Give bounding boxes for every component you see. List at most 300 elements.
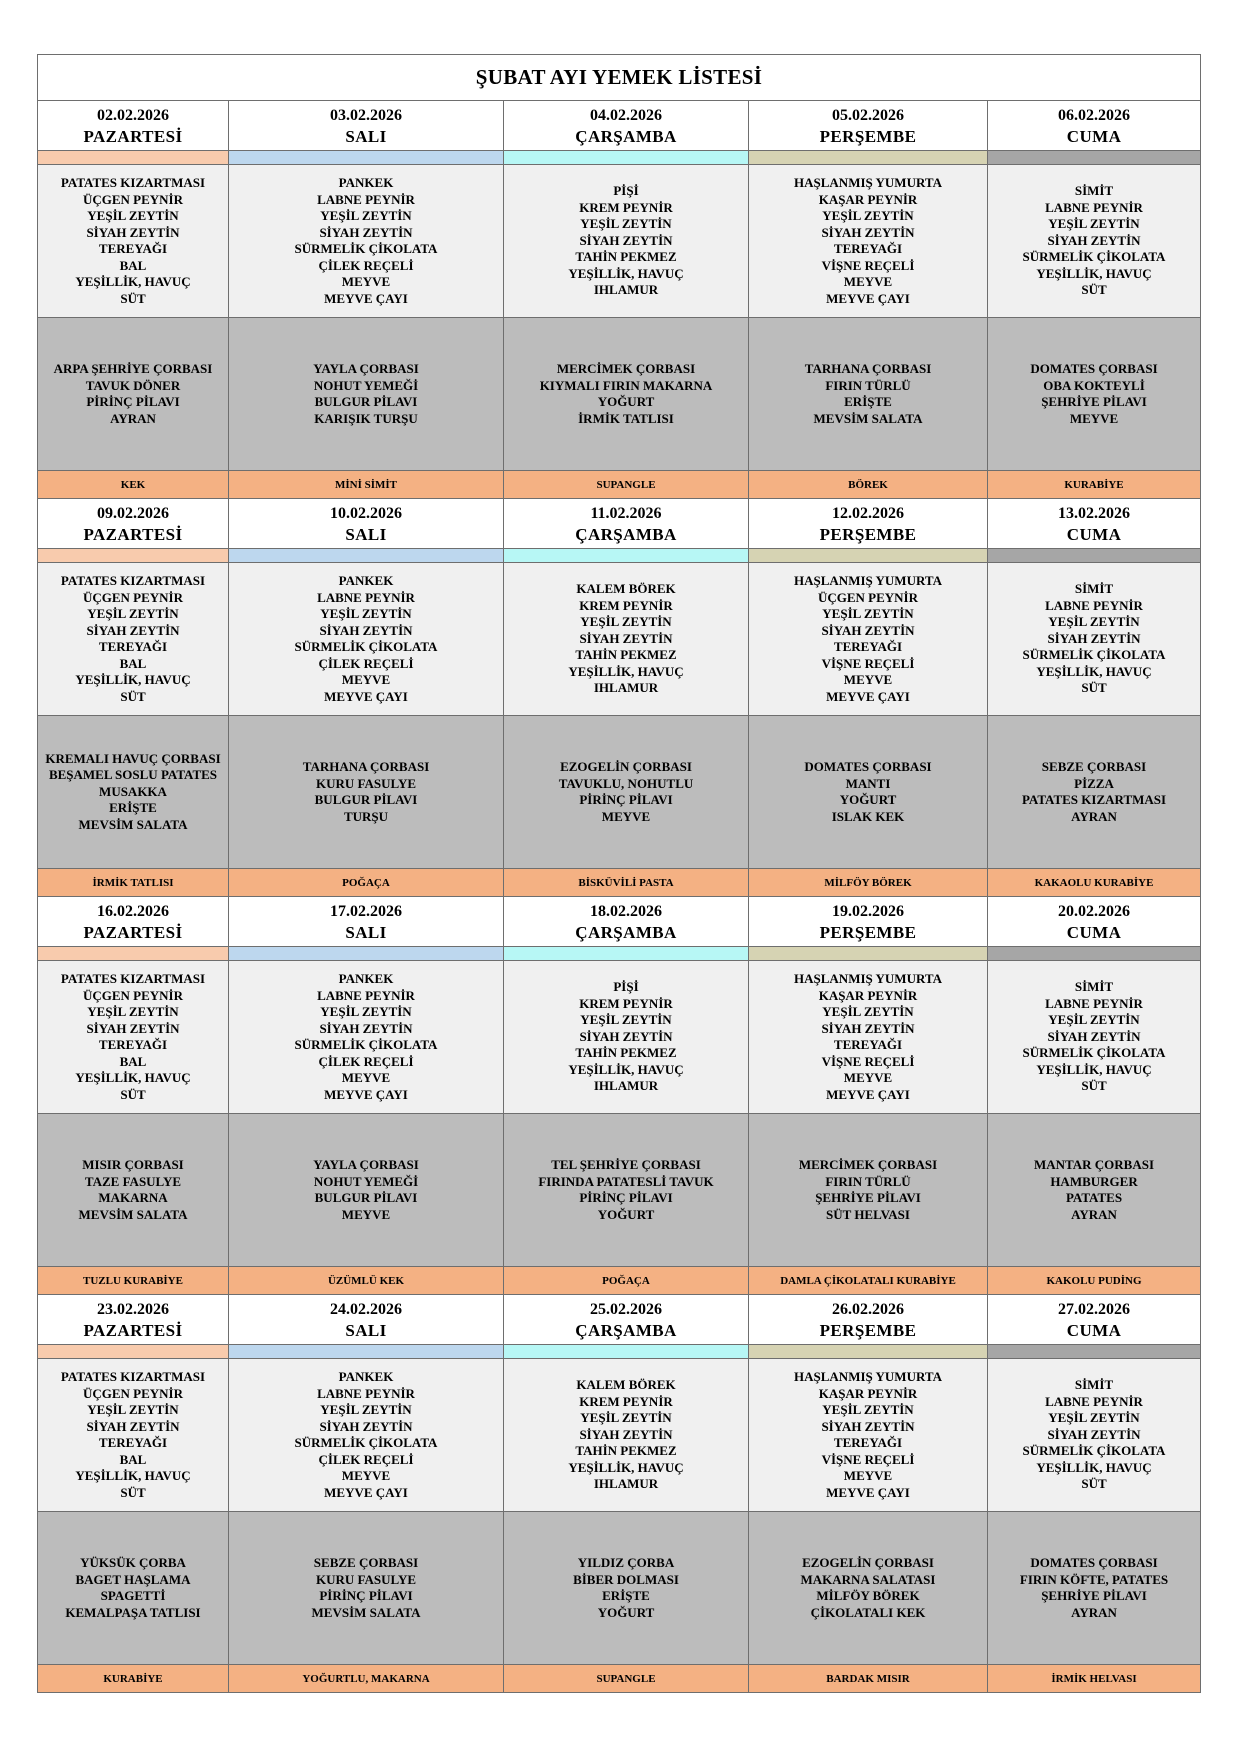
day-date: 11.02.2026	[590, 504, 662, 522]
day-date: 02.02.2026	[97, 106, 169, 124]
snack-cell: İRMİK HELVASI	[988, 1665, 1201, 1693]
lunch-item: KREMALI HAVUÇ ÇORBASI	[45, 750, 221, 766]
lunch-item: İRMİK TATLISI	[578, 410, 674, 426]
breakfast-item: PANKEK	[338, 573, 394, 588]
day-header	[38, 101, 229, 151]
breakfast-item: IHLAMUR	[593, 282, 659, 298]
breakfast-item: SİYAH ZEYTİN	[1047, 630, 1141, 646]
snack-cell: KURABİYE	[988, 471, 1201, 499]
breakfast-item: YEŞİL ZEYTİN	[822, 1402, 914, 1417]
day-name: CUMA	[1066, 1320, 1122, 1340]
breakfast-item: SİYAH ZEYTİN	[579, 630, 673, 646]
day-color-stripe	[504, 151, 749, 165]
breakfast-cell	[38, 563, 229, 716]
breakfast-item: YEŞİLLİK, HAVUÇ	[1036, 265, 1152, 281]
lunch-cell	[38, 716, 229, 869]
day-header	[229, 1295, 504, 1345]
breakfast-item: PATATES KIZARTMASI	[60, 573, 206, 588]
breakfast-item: HAŞLANMIŞ YUMURTA	[794, 971, 942, 986]
lunch-item: FIRIN TÜRLÜ	[825, 377, 911, 393]
breakfast-item: YEŞİL ZEYTİN	[580, 1410, 672, 1426]
lunch-item: TEL ŞEHRİYE ÇORBASI	[551, 1157, 701, 1172]
breakfast-item: SİMİT	[1074, 183, 1114, 199]
color-stripe-row	[38, 549, 1201, 563]
day-name: SALI	[345, 524, 387, 544]
day-color-stripe	[504, 1345, 749, 1359]
lunch-item: MEVSİM SALATA	[78, 1206, 188, 1222]
breakfast-item: VİŞNE REÇELİ	[821, 1053, 915, 1069]
lunch-item: TARHANA ÇORBASI	[302, 759, 430, 774]
breakfast-item: SÜT	[120, 688, 146, 704]
breakfast-item: MEYVE ÇAYI	[826, 688, 910, 704]
lunch-item: YÜKSÜK ÇORBA	[80, 1555, 186, 1570]
snack-cell: POĞAÇA	[229, 869, 504, 897]
breakfast-cell	[988, 165, 1201, 318]
breakfast-item: YEŞİL ZEYTİN	[580, 216, 672, 232]
breakfast-item: LABNE PEYNİR	[1045, 199, 1143, 215]
lunch-item: ÇİKOLATALI KEK	[810, 1604, 926, 1620]
lunch-cell	[38, 1512, 229, 1665]
day-name: ÇARŞAMBA	[575, 524, 677, 544]
breakfast-item: LABNE PEYNİR	[317, 987, 415, 1003]
breakfast-item: SİMİT	[1074, 979, 1114, 995]
day-name: ÇARŞAMBA	[575, 1320, 677, 1340]
breakfast-item: SİMİT	[1074, 581, 1114, 597]
snack-cell: TUZLU KURABİYE	[38, 1267, 229, 1295]
lunch-item: MEYVE	[1069, 410, 1119, 426]
breakfast-cell	[38, 1359, 229, 1512]
day-header	[229, 101, 504, 151]
breakfast-item: YEŞİLLİK, HAVUÇ	[75, 1468, 191, 1483]
breakfast-item: TEREYAĞI	[98, 241, 168, 256]
lunch-cell	[229, 318, 504, 471]
breakfast-item: PİŞİ	[613, 183, 639, 199]
breakfast-item: YEŞİLLİK, HAVUÇ	[568, 1061, 684, 1077]
breakfast-item: ÇİLEK REÇELİ	[318, 655, 414, 671]
day-color-stripe	[749, 151, 988, 165]
breakfast-item: YEŞİL ZEYTİN	[822, 208, 914, 223]
breakfast-item: SİYAH ZEYTİN	[319, 224, 413, 240]
day-color-stripe	[38, 549, 229, 563]
breakfast-item: SİYAH ZEYTİN	[86, 622, 180, 638]
day-color-stripe	[229, 151, 504, 165]
breakfast-item: SİYAH ZEYTİN	[319, 1418, 413, 1434]
snack-cell: SUPANGLE	[504, 471, 749, 499]
lunch-item: HAMBURGER	[1050, 1173, 1138, 1189]
breakfast-item: YEŞİL ZEYTİN	[87, 208, 179, 223]
breakfast-item: MEYVE	[341, 1070, 391, 1085]
lunch-cell	[988, 1512, 1201, 1665]
day-name: SALI	[345, 1320, 387, 1340]
lunch-item: DOMATES ÇORBASI	[804, 759, 932, 774]
day-date: 04.02.2026	[590, 106, 662, 124]
breakfast-item: MEYVE ÇAYI	[324, 1086, 408, 1102]
breakfast-item: SÜT	[1081, 282, 1107, 298]
breakfast-item: YEŞİL ZEYTİN	[320, 606, 412, 621]
day-color-stripe	[749, 549, 988, 563]
lunch-cell	[749, 318, 988, 471]
day-date: 06.02.2026	[1058, 106, 1130, 124]
day-date: 09.02.2026	[97, 504, 169, 522]
breakfast-cell	[229, 1359, 504, 1512]
day-color-stripe	[38, 1345, 229, 1359]
lunch-item: DOMATES ÇORBASI	[1030, 1555, 1158, 1570]
breakfast-item: YEŞİL ZEYTİN	[822, 1004, 914, 1019]
lunch-item: PATATES	[1065, 1190, 1123, 1205]
lunch-item: MEVSİM SALATA	[311, 1604, 421, 1620]
lunch-item: MİLFÖY BÖREK	[816, 1588, 920, 1603]
lunch-item: FIRIN KÖFTE, PATATES	[1019, 1571, 1169, 1587]
breakfast-item: ÜÇGEN PEYNİR	[817, 589, 919, 605]
lunch-row	[38, 318, 1201, 471]
lunch-item: PİRİNÇ PİLAVI	[86, 394, 180, 409]
breakfast-item: YEŞİLLİK, HAVUÇ	[1036, 1459, 1152, 1475]
breakfast-item: YEŞİL ZEYTİN	[87, 1402, 179, 1417]
breakfast-item: TAHİN PEKMEZ	[575, 1443, 677, 1459]
lunch-item: BEŞAMEL SOSLU PATATES	[48, 767, 218, 783]
lunch-item: PİRİNÇ PİLAVI	[579, 792, 673, 807]
breakfast-item: ÜÇGEN PEYNİR	[82, 987, 184, 1003]
breakfast-item: LABNE PEYNİR	[1045, 597, 1143, 613]
breakfast-item: YEŞİLLİK, HAVUÇ	[568, 663, 684, 679]
day-name: PAZARTESİ	[83, 922, 183, 942]
breakfast-item: MEYVE	[341, 672, 391, 687]
lunch-item: TAZE FASULYE	[84, 1173, 182, 1189]
lunch-item: NOHUT YEMEĞİ	[313, 377, 419, 393]
lunch-item: DOMATES ÇORBASI	[1030, 361, 1158, 376]
breakfast-item: VİŞNE REÇELİ	[821, 1451, 915, 1467]
breakfast-item: KALEM BÖREK	[576, 1377, 676, 1393]
day-color-stripe	[229, 549, 504, 563]
lunch-item: SEBZE ÇORBASI	[313, 1555, 419, 1570]
lunch-item: KURU FASULYE	[315, 1571, 417, 1587]
lunch-cell	[749, 1512, 988, 1665]
breakfast-item: SİYAH ZEYTİN	[821, 224, 915, 240]
snack-cell: DAMLA ÇİKOLATALI KURABİYE	[749, 1267, 988, 1295]
breakfast-item: KREM PEYNİR	[579, 995, 673, 1011]
breakfast-item: TAHİN PEKMEZ	[575, 249, 677, 265]
lunch-cell	[749, 1114, 988, 1267]
breakfast-item: ÜÇGEN PEYNİR	[82, 191, 184, 207]
lunch-item: TAVUKLU, NOHUTLU	[558, 775, 694, 791]
breakfast-item: SÜRMELİK ÇİKOLATA	[1022, 1443, 1166, 1459]
breakfast-item: TEREYAĞI	[833, 1435, 903, 1450]
snack-cell: KAKOLU PUDİNG	[988, 1267, 1201, 1295]
breakfast-item: SİYAH ZEYTİN	[86, 1020, 180, 1036]
breakfast-item: MEYVE ÇAYI	[826, 1484, 910, 1500]
breakfast-item: IHLAMUR	[593, 1078, 659, 1094]
breakfast-item: SÜRMELİK ÇİKOLATA	[294, 639, 438, 654]
lunch-item: ŞEHRİYE PİLAVI	[1041, 394, 1147, 409]
breakfast-cell	[504, 1359, 749, 1512]
breakfast-item: MEYVE	[843, 1468, 893, 1483]
snack-cell: KURABİYE	[38, 1665, 229, 1693]
lunch-item: PİRİNÇ PİLAVI	[319, 1588, 413, 1603]
breakfast-item: ÇİLEK REÇELİ	[318, 1451, 414, 1467]
breakfast-cell	[749, 165, 988, 318]
breakfast-row	[38, 563, 1201, 716]
day-color-stripe	[229, 1345, 504, 1359]
breakfast-item: ÜÇGEN PEYNİR	[82, 1385, 184, 1401]
snack-cell: MİNİ SİMİT	[229, 471, 504, 499]
lunch-cell	[229, 716, 504, 869]
day-color-stripe	[988, 549, 1201, 563]
breakfast-item: SİYAH ZEYTİN	[579, 232, 673, 248]
breakfast-item: ÜÇGEN PEYNİR	[82, 589, 184, 605]
breakfast-item: YEŞİLLİK, HAVUÇ	[1036, 663, 1152, 679]
lunch-item: PATATES KIZARTMASI	[1021, 792, 1167, 807]
lunch-item: SEBZE ÇORBASI	[1041, 759, 1147, 774]
lunch-item: MERCİMEK ÇORBASI	[798, 1157, 938, 1172]
breakfast-cell	[749, 961, 988, 1114]
breakfast-item: HAŞLANMIŞ YUMURTA	[794, 573, 942, 588]
breakfast-item: YEŞİL ZEYTİN	[320, 1004, 412, 1019]
breakfast-item: YEŞİL ZEYTİN	[1048, 1012, 1140, 1028]
breakfast-item: MEYVE ÇAYI	[324, 290, 408, 306]
day-header	[229, 499, 504, 549]
lunch-item: MISIR ÇORBASI	[82, 1157, 184, 1172]
lunch-item: YOĞURT	[597, 394, 655, 409]
breakfast-item: BAL	[119, 1451, 147, 1467]
breakfast-item: SİYAH ZEYTİN	[821, 622, 915, 638]
breakfast-item: LABNE PEYNİR	[317, 191, 415, 207]
breakfast-item: LABNE PEYNİR	[1045, 1393, 1143, 1409]
lunch-cell	[988, 716, 1201, 869]
lunch-item: ŞEHRİYE PİLAVI	[1041, 1588, 1147, 1603]
breakfast-cell	[229, 165, 504, 318]
breakfast-cell	[38, 961, 229, 1114]
breakfast-item: YEŞİL ZEYTİN	[580, 1012, 672, 1028]
breakfast-item: HAŞLANMIŞ YUMURTA	[794, 1369, 942, 1384]
breakfast-item: PATATES KIZARTMASI	[60, 971, 206, 986]
breakfast-item: SİYAH ZEYTİN	[319, 1020, 413, 1036]
day-header	[504, 101, 749, 151]
snack-cell: YOĞURTLU, MAKARNA	[229, 1665, 504, 1693]
lunch-cell	[229, 1114, 504, 1267]
breakfast-item: BAL	[119, 1053, 147, 1069]
breakfast-item: SÜRMELİK ÇİKOLATA	[294, 1435, 438, 1450]
breakfast-item: MEYVE	[341, 1468, 391, 1483]
day-name: PERŞEMBE	[819, 524, 917, 544]
lunch-item: TURŞU	[343, 808, 389, 824]
lunch-item: ERİŞTE	[109, 800, 157, 816]
breakfast-item: TEREYAĞI	[98, 639, 168, 654]
day-header	[504, 499, 749, 549]
breakfast-item: SİYAH ZEYTİN	[821, 1020, 915, 1036]
day-color-stripe	[38, 947, 229, 961]
snack-cell: KAKAOLU KURABİYE	[988, 869, 1201, 897]
day-name: PERŞEMBE	[819, 1320, 917, 1340]
snack-cell: MİLFÖY BÖREK	[749, 869, 988, 897]
lunch-row	[38, 1114, 1201, 1267]
lunch-item: YILDIZ ÇORBA	[577, 1555, 675, 1570]
lunch-item: MERCİMEK ÇORBASI	[556, 361, 696, 376]
breakfast-item: YEŞİL ZEYTİN	[1048, 614, 1140, 630]
breakfast-item: PATATES KIZARTMASI	[60, 175, 206, 190]
day-header	[749, 101, 988, 151]
breakfast-row	[38, 165, 1201, 318]
lunch-item: YOĞURT	[839, 792, 897, 807]
snack-cell: SUPANGLE	[504, 1665, 749, 1693]
day-name: PAZARTESİ	[83, 1320, 183, 1340]
lunch-item: AYRAN	[110, 410, 156, 426]
breakfast-item: PANKEK	[338, 1369, 394, 1384]
breakfast-item: TEREYAĞI	[833, 1037, 903, 1052]
lunch-cell	[504, 716, 749, 869]
breakfast-item: IHLAMUR	[593, 680, 659, 696]
breakfast-row	[38, 1359, 1201, 1512]
lunch-item: MUSAKKA	[99, 783, 167, 799]
day-date: 12.02.2026	[832, 504, 904, 522]
breakfast-item: SÜRMELİK ÇİKOLATA	[1022, 1045, 1166, 1061]
breakfast-item: TEREYAĞI	[98, 1037, 168, 1052]
day-header	[749, 499, 988, 549]
day-color-stripe	[749, 947, 988, 961]
snack-cell: BÖREK	[749, 471, 988, 499]
breakfast-item: PİŞİ	[613, 979, 639, 995]
lunch-item: MEYVE	[601, 808, 651, 824]
breakfast-item: SÜT	[1081, 1476, 1107, 1492]
lunch-item: PİRİNÇ PİLAVI	[579, 1190, 673, 1205]
day-name: ÇARŞAMBA	[575, 126, 677, 146]
breakfast-item: YEŞİL ZEYTİN	[1048, 1410, 1140, 1426]
breakfast-item: PANKEK	[338, 175, 394, 190]
lunch-row	[38, 716, 1201, 869]
lunch-item: MANTI	[845, 775, 891, 791]
day-date: 27.02.2026	[1058, 1300, 1130, 1318]
breakfast-item: SİYAH ZEYTİN	[86, 224, 180, 240]
breakfast-item: YEŞİLLİK, HAVUÇ	[75, 274, 191, 289]
breakfast-item: SÜT	[120, 1484, 146, 1500]
snack-row	[38, 1665, 1201, 1693]
breakfast-item: KREM PEYNİR	[579, 199, 673, 215]
day-color-stripe	[749, 1345, 988, 1359]
snack-row	[38, 1267, 1201, 1295]
lunch-item: MAKARNA SALATASI	[800, 1571, 936, 1587]
snack-cell: ÜZÜMLÜ KEK	[229, 1267, 504, 1295]
breakfast-cell	[504, 961, 749, 1114]
day-date: 23.02.2026	[97, 1300, 169, 1318]
breakfast-cell	[749, 1359, 988, 1512]
breakfast-item: YEŞİLLİK, HAVUÇ	[75, 672, 191, 687]
breakfast-item: SÜT	[120, 1086, 146, 1102]
day-date: 10.02.2026	[330, 504, 402, 522]
lunch-item: BAGET HAŞLAMA	[75, 1571, 191, 1587]
lunch-item: YOĞURT	[597, 1604, 655, 1620]
day-header	[229, 897, 504, 947]
day-date: 25.02.2026	[590, 1300, 662, 1318]
lunch-item: AYRAN	[1071, 808, 1117, 824]
breakfast-item: SİYAH ZEYTİN	[579, 1426, 673, 1442]
lunch-item: AYRAN	[1071, 1604, 1117, 1620]
breakfast-item: SİYAH ZEYTİN	[86, 1418, 180, 1434]
lunch-item: MEVSİM SALATA	[813, 410, 923, 426]
lunch-item: FIRINDA PATATESLİ TAVUK	[538, 1173, 714, 1189]
breakfast-item: SÜT	[1081, 1078, 1107, 1094]
snack-cell: BİSKÜVİLİ PASTA	[504, 869, 749, 897]
lunch-item: FIRIN TÜRLÜ	[825, 1173, 911, 1189]
breakfast-item: IHLAMUR	[593, 1476, 659, 1492]
breakfast-item: ÇİLEK REÇELİ	[318, 1053, 414, 1069]
breakfast-item: TEREYAĞI	[833, 639, 903, 654]
day-date: 13.02.2026	[1058, 504, 1130, 522]
breakfast-item: MEYVE	[843, 672, 893, 687]
lunch-cell	[988, 318, 1201, 471]
day-date: 03.02.2026	[330, 106, 402, 124]
day-header	[504, 897, 749, 947]
color-stripe-row	[38, 1345, 1201, 1359]
day-color-stripe	[988, 151, 1201, 165]
snack-row	[38, 471, 1201, 499]
lunch-cell	[749, 716, 988, 869]
day-header	[504, 1295, 749, 1345]
lunch-item: YOĞURT	[597, 1206, 655, 1222]
lunch-item: ERİŞTE	[602, 1588, 650, 1603]
page-title: ŞUBAT AYI YEMEK LİSTESİ	[38, 55, 1201, 101]
menu-table	[37, 54, 1201, 1693]
day-name: PAZARTESİ	[83, 524, 183, 544]
day-name: CUMA	[1066, 126, 1122, 146]
day-color-stripe	[504, 947, 749, 961]
breakfast-item: YEŞİL ZEYTİN	[1048, 216, 1140, 232]
lunch-item: BİBER DOLMASI	[573, 1571, 679, 1587]
breakfast-item: SİYAH ZEYTİN	[1047, 232, 1141, 248]
breakfast-item: VİŞNE REÇELİ	[821, 655, 915, 671]
day-name: ÇARŞAMBA	[575, 922, 677, 942]
lunch-item: MANTAR ÇORBASI	[1034, 1157, 1155, 1172]
breakfast-item: KREM PEYNİR	[579, 1393, 673, 1409]
lunch-item: SPAGETTİ	[100, 1588, 166, 1603]
day-date: 26.02.2026	[832, 1300, 904, 1318]
breakfast-item: HAŞLANMIŞ YUMURTA	[794, 175, 942, 190]
breakfast-cell	[504, 563, 749, 716]
breakfast-cell	[988, 1359, 1201, 1512]
breakfast-item: YEŞİL ZEYTİN	[320, 208, 412, 223]
breakfast-item: SİYAH ZEYTİN	[319, 622, 413, 638]
breakfast-item: YEŞİLLİK, HAVUÇ	[75, 1070, 191, 1085]
lunch-item: MAKARNA	[98, 1190, 168, 1205]
breakfast-item: SÜRMELİK ÇİKOLATA	[1022, 249, 1166, 265]
lunch-item: TAVUK DÖNER	[85, 377, 181, 393]
menu-table-body	[38, 55, 1201, 1693]
day-name: SALI	[345, 126, 387, 146]
breakfast-item: SİYAH ZEYTİN	[821, 1418, 915, 1434]
breakfast-item: MEYVE	[341, 274, 391, 289]
day-color-stripe	[988, 1345, 1201, 1359]
lunch-row	[38, 1512, 1201, 1665]
breakfast-item: YEŞİLLİK, HAVUÇ	[568, 1459, 684, 1475]
lunch-cell	[504, 1114, 749, 1267]
snack-cell: BARDAK MISIR	[749, 1665, 988, 1693]
lunch-item: BULGUR PİLAVI	[314, 394, 418, 409]
breakfast-item: SİMİT	[1074, 1377, 1114, 1393]
day-header	[38, 897, 229, 947]
breakfast-item: KREM PEYNİR	[579, 597, 673, 613]
breakfast-item: PANKEK	[338, 971, 394, 986]
day-date: 17.02.2026	[330, 902, 402, 920]
day-name: CUMA	[1066, 524, 1122, 544]
day-color-stripe	[229, 947, 504, 961]
lunch-cell	[504, 1512, 749, 1665]
breakfast-cell	[38, 165, 229, 318]
day-header	[749, 897, 988, 947]
lunch-item: ŞEHRİYE PİLAVI	[815, 1190, 921, 1205]
lunch-item: KEMALPAŞA TATLISI	[65, 1604, 201, 1620]
lunch-item: ARPA ŞEHRİYE ÇORBASI	[53, 361, 213, 376]
week-header-row	[38, 1295, 1201, 1345]
lunch-cell	[504, 318, 749, 471]
lunch-item: BULGUR PİLAVI	[314, 1190, 418, 1205]
